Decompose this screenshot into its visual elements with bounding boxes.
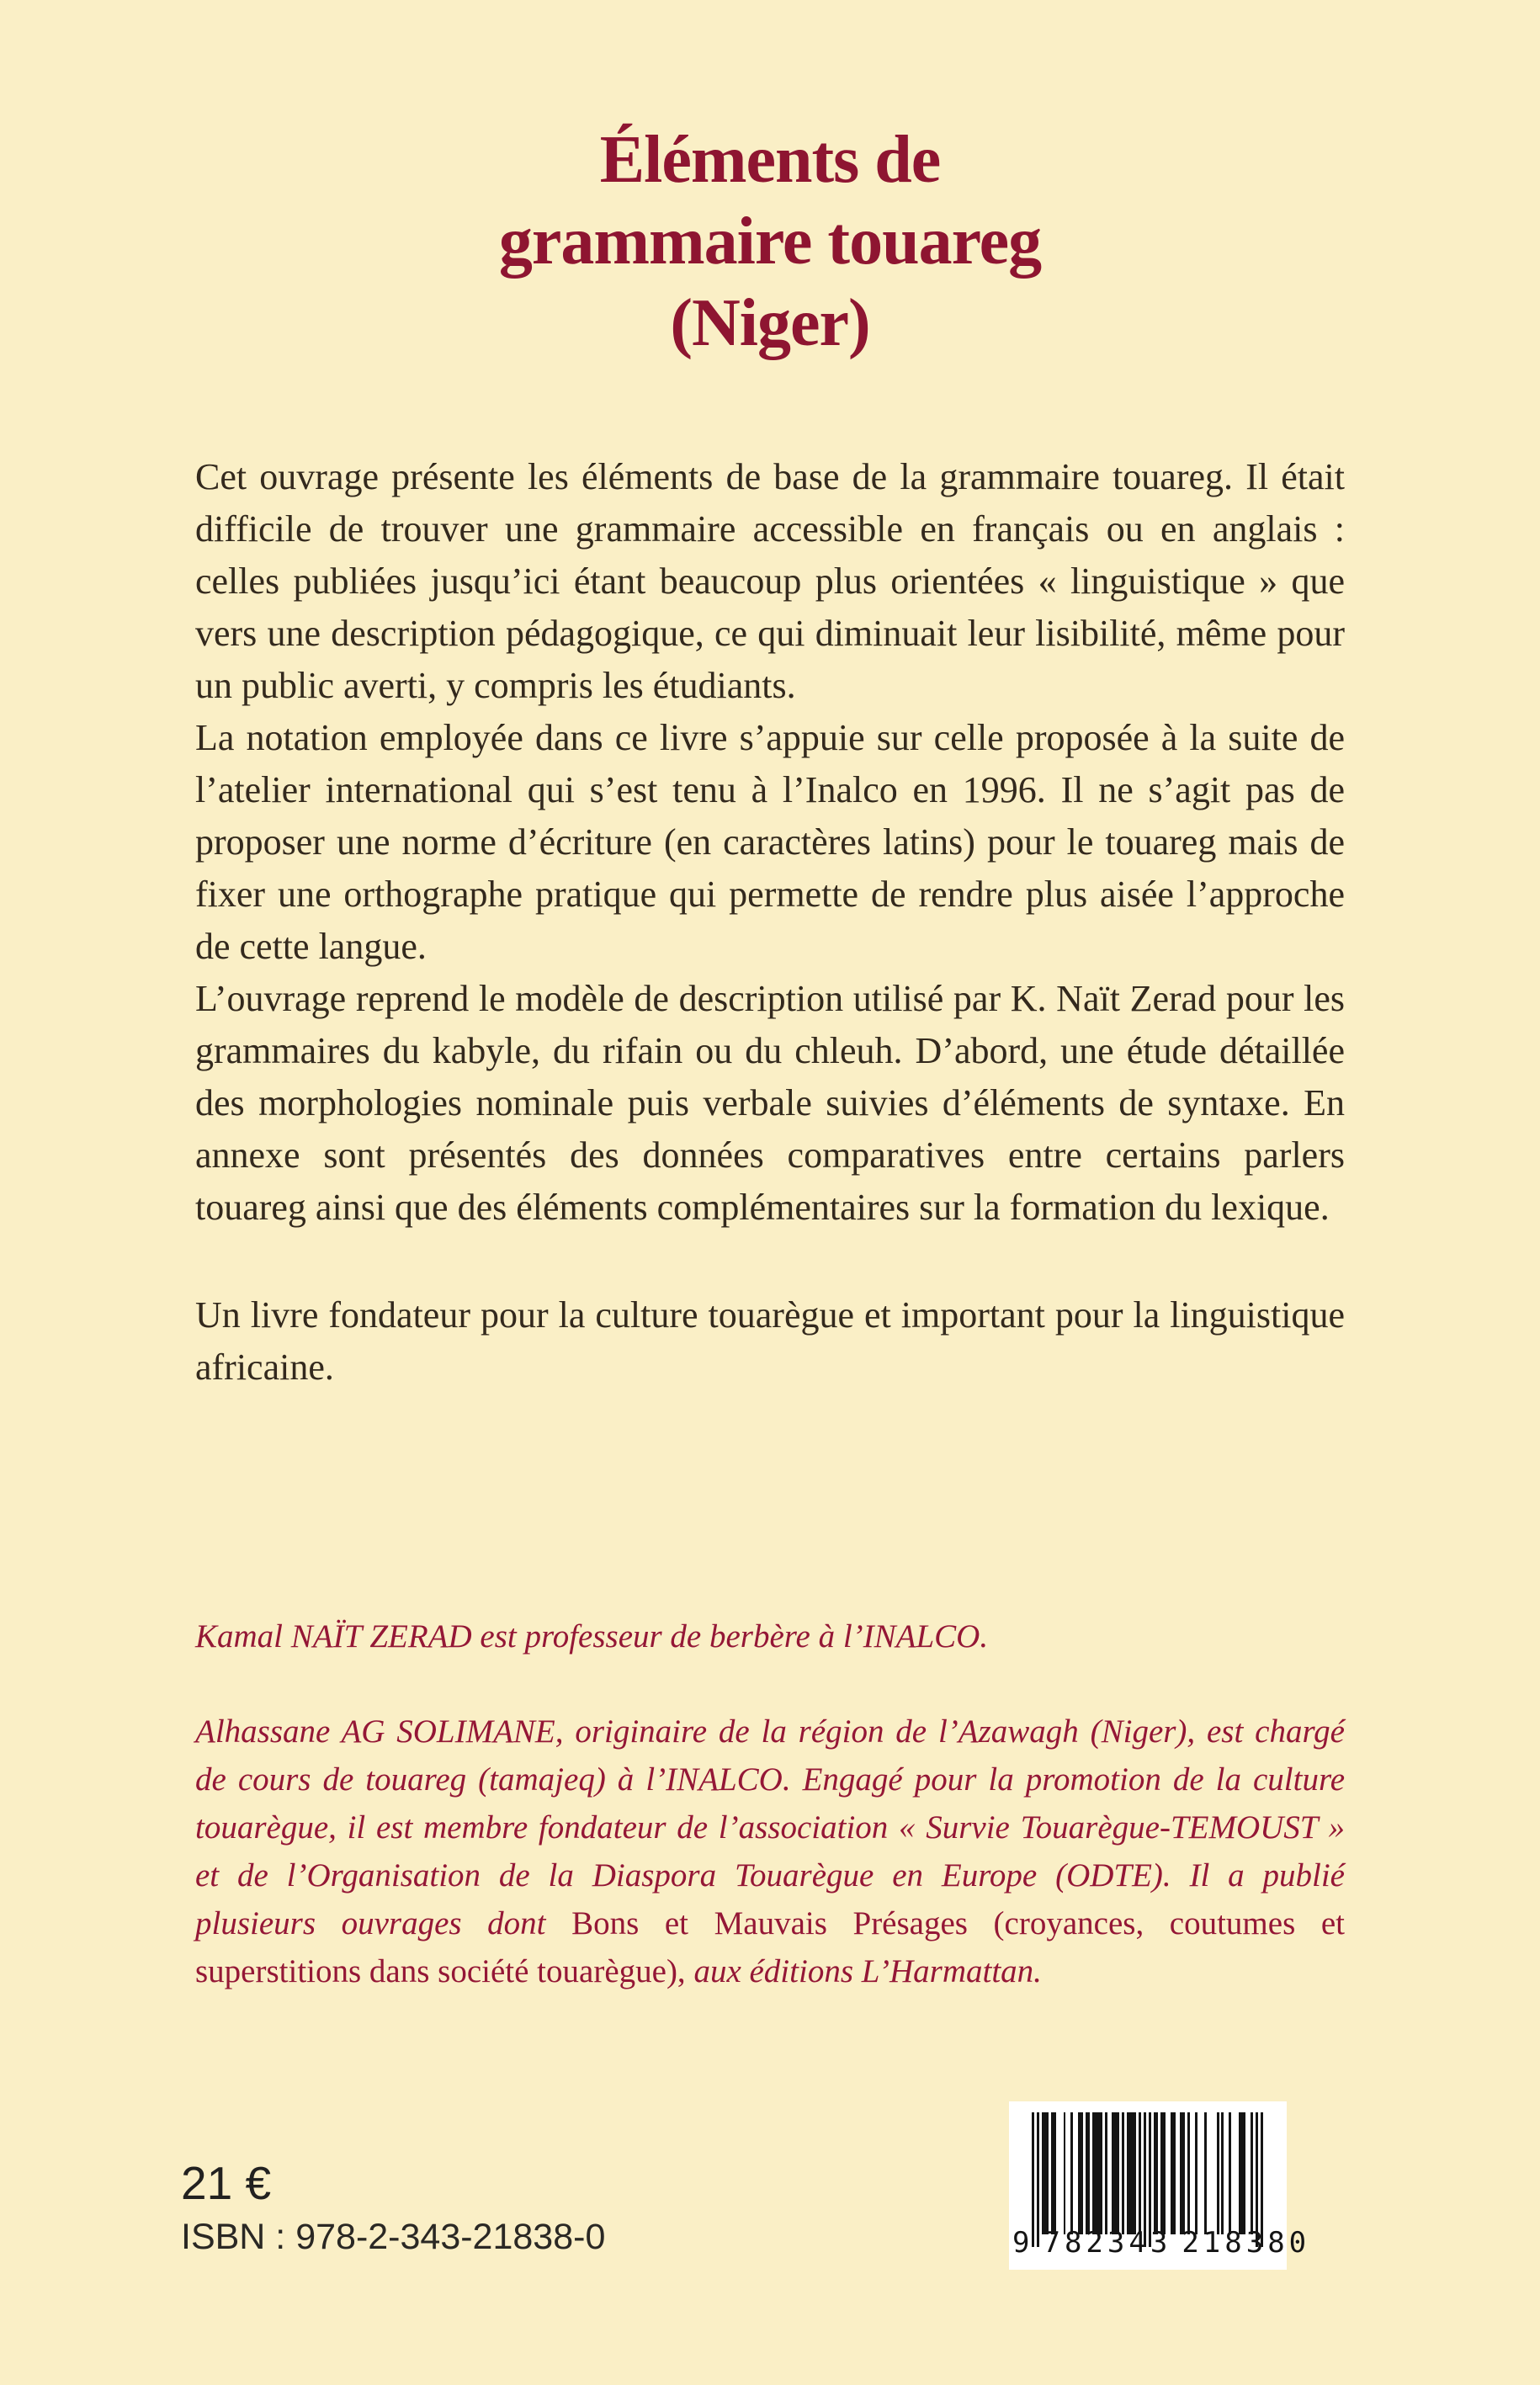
description-paragraph-3: L’ouvrage reprend le modèle de description utilisé par K. Naït Zerad pour les grammaires du kabyle, du rifain ou du chleuh. D’abord, une étude détaillée des morphologies nominale puis verbale suivies d’éléments de syntaxe. En annexe sont présentés des données comparatives entre certains parlers touareg ainsi que des éléments complémentaires sur la formation du lexique. <box>195 978 1345 1228</box>
description-block <box>195 451 1345 1394</box>
book-title <box>0 120 1540 364</box>
bio-text-segment: Alhassane AG SOLIMANE, originaire de la région de l’Azawagh (Niger), est chargé de cours de touareg (tamajeq) à l’INALCO. Engagé pour la promotion de la culture touarègue, il est membre fondateur de l’association « Survie Touarègue-TEMOUST » et de l’Organisation de la Diaspora Touarègue en Europe (ODTE). Il a publié plusieurs ouvrages dont <box>195 1713 1345 1941</box>
barcode <box>1009 2101 1311 2270</box>
bio-alhassane-ag-solimane <box>195 1708 1345 1995</box>
bio-kamal-nait-zerad: Kamal NAÏT ZERAD est professeur de berbère à l’INALCO. <box>195 1618 989 1655</box>
title-line-3: (Niger) <box>670 286 870 360</box>
barcode-digit-lead: 9 <box>1012 2226 1030 2260</box>
barcode-digits-right: 218380 <box>1182 2226 1311 2260</box>
barcode-digits <box>1009 2226 1311 2260</box>
isbn-label: ISBN : 978-2-343-21838-0 <box>181 2217 606 2257</box>
barcode-digits-left: 782343 <box>1043 2226 1172 2260</box>
bio-text-segment-end: aux éditions L’Harmattan. <box>693 1953 1042 1989</box>
cited-book-subtitle: (croyances, coutumes et superstitions dans société touarègue), <box>195 1905 1345 1989</box>
description-paragraph-2: La notation employée dans ce livre s’appuie sur celle proposée à la suite de l’atelier international qui s’est tenu à l’Inalco en 1996. Il ne s’agit pas de proposer une norme d’écriture (en caractères latins) pour le touareg mais de fixer une orthographe pratique qui permette de rendre plus aisée l’approche de cette langue. <box>195 717 1345 967</box>
title-line-2: grammaire touareg <box>498 205 1042 279</box>
price-label: 21 € <box>181 2157 272 2209</box>
closing-statement: Un livre fondateur pour la culture touarègue et important pour la linguistique africaine. <box>195 1294 1345 1388</box>
description-paragraph-1: Cet ouvrage présente les éléments de base de la grammaire touareg. Il était difficile de trouver une grammaire accessible en français ou en anglais : celles publiées jusqu’ici étant beaucoup plus orientées « linguistique » que vers une description pédagogique, ce qui diminuait leur lisibilité, même pour un public averti, y compris les étudiants. <box>195 456 1345 706</box>
author-bios <box>195 1612 1345 1995</box>
cited-book-title: Bons et Mauvais Présages <box>571 1905 968 1941</box>
title-line-1: Éléments de <box>599 123 941 197</box>
